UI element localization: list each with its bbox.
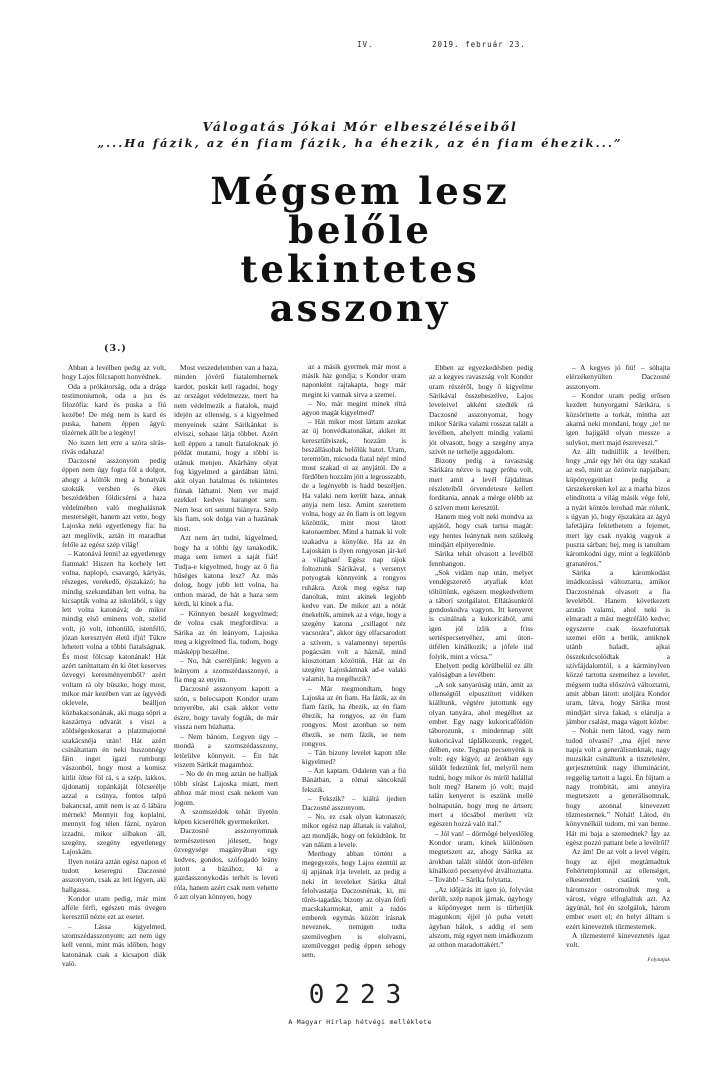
paragraph: Daczosné asszonyomnak természetesen jólesett, hogy özvegysége magányában egy kedves, gondos, szófogadó leány jutott a házához, ki a gazdasszonykodás terhét is leveti róla, hanem azért csak nem vehette ő azt olyan könnyen, hogy	[174, 826, 278, 902]
title-line: tekintetes	[240, 247, 480, 291]
part-label: (3.)	[104, 343, 127, 354]
text-column-2	[174, 363, 278, 902]
paragraph: „Sok vidám nap után, melyet vendégszerető atyafiak közt töltöttünk, egészen megkedveltem a táborí szolgálatot. Ellátásunkról gondoskodva vagyon. Itt kenyeret is csinálnak a kukoricából, ami igen jól ízlik a friss sertéspecsenyéhez, ami úton-útfélen kínálkozik; a jófele ital folyik, mint a vócsa.”	[429, 567, 533, 661]
paragraph: Ilyen notára aztán egész napon el tudott keseregni Daczosné asszonyom, csak az lett légyen, aki hallgassa.	[62, 856, 166, 894]
text-column-3	[302, 363, 406, 960]
paragraph: Azt nem árt tudni, kigyelmed, hogy ha a többi így tanakodik, maga sem ismeri a saját fiát! Tudja-e kigyelmed, hogy az ő fia hűséges katona lesz? Az más dolog, hogy jobb lett volna, ha otthon marad, de hát a haza sem kérdi, ki kinek a fia.	[174, 533, 278, 609]
paragraph: Daczosné asszonyom kapott a szón, s belecsapott Kondor uram tenyerébe, aki csak akkor vette észre, hogy tavaly fogták, de már vissza nem húzhatta.	[174, 684, 278, 732]
text-column-5	[566, 363, 670, 965]
paragraph: – Tán bizony levelet kapott tőle kigyelmed?	[302, 748, 406, 767]
paragraph: – Már megmondtam, hogy Lajoska az én fiam. Ha fázik, az én fiam fázik, ha éhezik, az én fiam éhezik, ha rongyos, az én fiam rongyos. Most azonban se nem éhezik, se nem fázik, se nem rongyos.	[302, 684, 406, 748]
title-line: asszony	[269, 286, 451, 330]
paragraph: – Katonává lenni! az egyetlenegy fiamnak! Hiszen ha korhely lett volna, naplopó, csavargó, kártyás, részeges, verekedő, éjszakázó; ha mindig szekundában lett volna, ha kicsapták volna az iskolából, s úgy lett volna katonává; de mikor mindig első eminens volt, szelíd volt, jó volt, itthonülő, istenfélő, józan keresztyén életű ifjú! Tükre lehetett volna a többi fiatalságnak. És most fölcsap katonának! Hát azért taníttattam én ki őtet keserves özvegyi keresményemből? azért voltam rá oly büszke, hogy most, mikor már kezében van az ügyvédi oklevele, beálljon közbakacsonának, aki maga söpri a kaszárnya udvarát s viszi a zöldségeskosarat a platzmajorné szakácsnéja után! Hát azért csináltattam én neki huszonnégy fáin inget ígazi rumburgi vászonból, hogy most a komisz kitlit öltse föl rá, s a szép, lakkos, újdonatúj topánkáját fölcserélje azzal a csúnya, fontos talpú bakancsal, amit nem is az ő lábára mérnek! Mennyit fog koplalni, mennyit fog télen fázni, nyáron izzadni, mikor silbakon áll, szegény, szegény egyetlenegy Lajoskám.	[62, 549, 166, 857]
paragraph: Merthogy abban történt a megegyezés, hogy Lajos ezentúl az új apjának írja leveleit, az pedig a neki írt leveleket Sárika által felolvastatja Daczosnénak, ki, mi tűrés-tagadás, bizony az olyan férfi macskakarmokat, amit a tudós emberek egymás között írásnak neveznek, nemigen tudta szeművegben is elolvasni, szeművegget pedig éppen sehogy sem.	[302, 849, 406, 959]
paragraph: Hanem meg volt neki mondva az apjától, hogy csak tartsa magát: egy hentes leánynak nem szükség mindjárt elpityerednie.	[429, 512, 533, 549]
paragraph: – Kondor uram pedig erősen kezdett hunyorgatni Sárikára, s közsörítette a torkát, mintha azt akarná neki mondani, hogy „te! ne igen hajigáld olyan messze a sulykot, mert majd észreveszi.”	[566, 390, 670, 447]
paragraph: – Nohát nem látod, vagy nem tudod olvasni? „ma éjjel neve napja volt a generálisunknak, nagy muzsikát csináltunk a tiszteletére, gerjesztettünk nagy illuminációt, reggelig tartott a lagzi. Én fújtam a nagy trombitát, ami annyira megtetszett a generálisomnak, hogy azonnal kinevezett tűzmesternek.” Nohát! Látod, én könyvnélkül tudom, mi van benne. Hát mi baja a szemednek? Így az egész pozzó pattant bele a levélről?	[566, 726, 670, 847]
paragraph: – Hát mikor most láttam azokat az új honvédkatonákat, akiket itt keresztülviszek, hozzám is beszállásoltak belőlük hatot. Uram, teremtőm, micsoda fiatal nép! mind most szakad el az anyjától. De a fürdőben hozzám jött a legrosszabb, de a legényebb is hadd beszéljen. Ha valaki nem került haza, annak anyja nem lesz. Amint szerettem volna, hogy az én fiam is ott legyen közöttük, mint most látott katonaember. Mind a hatnak ki volt szakadva a könyöke. Ha az én Lajoskám is ilyen rongyosan jár-kel a világban! Egész nap rájok foltoztunk Sárikával, s versenyt potyogtak könnyeink a rongyos ruhákra. Azok meg egész nap danoltak, mint akinek legjobb kedve van. De mikor azt a nótát énekelték, aminek az a vége, hogy a szegény katona „csillagot néz vacsorára”, akkor úgy elfacsarodott a szívem, s valamennyi tepertős pogácsám volt a háznál, mind kiosztottam közöttük. Hát az én szegény Lajoskámnak ad-e valaki valamit, ha megéhezik?	[302, 418, 406, 684]
paragraph: Most veszedelemben van a haza, minden jóvérű fiatalembernek kardot, puskát kell ragadni, hogy az országot védelmezze, mert ha nem védelmezik a fiatalok, majd idején az ellenség, s a kigyelmed menyeinek szánt Sárikánkat is elviszi, sohase látja többet. Azért kell éppen a tanult fiataloknak jó példát mutatni, hogy a többi is utánuk menjen. Akárhány olyat fog kigyelmed a gárdában látni, akit olyan hatalmas és tekintetes fiúnak láthatni. Nem ver majd ezekkel kedves harangot sem. Nem lesz ott semmi hiányra. Szép kis fiam, sok dolga van a hazának most.	[174, 363, 278, 533]
paragraph: Ebben az egyezkedésben pedig az a kegyes ravaszság volt Kondor uram részéről, hogy ő kigyelme Sárikával összebeszélve, Lajos leveleivel akként szedték rá Daczosné asszonyomat, hogy mikor Sárika valami rosszat talált a levélben, ahelyett mindig valami jót olvasott, hogy a szegény anya szívét ne terhelje aggodalom.	[429, 363, 533, 456]
paragraph: Az ám! De az volt a level végén, hogy az éjjel megtámadtuk Fehértemplomnál az ellenséget, elkeseredett csatánk volt, háromszor ostromoltuk meg a várost, végre elfoglaltuk azt. Az ágyúnál, hol én szolgálok, három ember esett el; én helyt álltam s ezért kineveztek tűzmesternek.	[566, 847, 670, 931]
paragraph: Sárika a káromkodást imádkozássá változtatta, amikor Daczosnénak olvasott a fia leveléből. Hanem következett azután valami, ahol neki is elmaradt a mást megtréfáló kedve; egyszerre csak összefutottak szemei előtt a betűk, amiknek utánb haladt, ajkai összekulcsolódtak a szívfájdalomtól, s a kárminylven közzé tartotta szemeihez a levelet, mégsem tudta előszóvá változtatni, amit abban látott: utoljára Kondor uram, látva, hogy Sárika most mindjárt sírva fakad, s elárulja a jámbor csalást, maga vágott közbe:	[566, 567, 670, 726]
paragraph: – No, hát cseréljünk: legyen a leányom a szomszédasszonyé, a fia meg az enyim.	[174, 656, 278, 684]
page-number: 0223	[308, 980, 412, 1010]
series-subtitle: Válogatás Jókai Mór elbeszéléseiből	[202, 119, 518, 134]
text-column-4	[429, 363, 533, 950]
paragraph: Az állt tudniillik a levélben, hogy „már egy hét óta úgy szakad az eső, mint az özönvíz napjaiban; köpönyegeinket pedig a társzekereken kel az a marha bízos elindította a világ másik vége felé, a nyári köntös lerohad már rólunk, s úgyan jó, hogy éjszakára az ágyú lafetájára fektethetem a fejemet, mert így csak nyakig vagyok a puszta sárban; hej, meg is tanultam káromkodni úgy, mint a legkülönb granatéros.”	[566, 446, 670, 568]
paragraph: – Jól van! – dörmögé helyeslőleg Kondor uram, kinek különösen megtetszett az, ahogy Sárika az árokban talált süldőt úton-útfélen kínálkozó pecsenyévé átváltoztatta. – Tovább! – Sárika folytatta.	[429, 828, 533, 885]
paragraph: Sárika tehát olvasott a levélből fennhangon.	[429, 549, 533, 568]
paragraph: „A sok sanyarúság után, amit az ellenségtől elpusztított vidéken kiálltunk, végtére jutottunk egy olyan tanyára, ahol megélhet az ember. Egy nagy kukoricaföldön táborozunk, s mindennap sült kukoricával táplálkozunk, reggel, délben, este. Tegnap pecsenyénk is volt: egy kígyó; az árokban egy süldőt fedeztünk fel, melyről nem tudni, hogy mikor és miről halállal holt meg? Hanem jó volt; majd talán kenyeret is eszünk mellé holnapután, hogy meg ne ártson; mert a töcsábol merített víz egészen hozzá való ital.”	[429, 679, 533, 829]
paragraph: – A kegyes jó fiú! – sóhajta elérzékenyülten Daczosné asszonyom.	[566, 363, 670, 391]
issue-date: 2019. február 23.	[432, 40, 526, 49]
paragraph: – Azt kaptam. Odalenn van a fiú Bánátban, a római sáncoknál fekszik.	[302, 767, 406, 794]
paragraph: – No, már megint minek ríttá agyon magát kigyelmed?	[302, 399, 406, 417]
supplement-footer: A Magyar Hírlap hétvégi melléklete	[288, 1018, 432, 1026]
paragraph: A tűzmesterré kineveztetés igaz volt.	[566, 931, 670, 950]
paragraph: „Az időjárás itt igen jó, folyvást derült, szép napok járnak, úgyhogy a köpönyeget nem is tűrhetjük magunkon; éjjel jó puha vetett ágyban hálok, s addig el sem alszom, míg egyet nem imádkozom az otthon maradottakért.”	[429, 884, 533, 950]
paragraph: – Lássa kigyelmed, szomszédasszonyom; azt nem úgy kell venni, mint más időben, hogy katonának csak a kicsapott diák való.	[62, 921, 166, 968]
article-title	[0, 169, 720, 330]
paragraph: – Nem bánom. Legyen úgy – mondá a szomszédasszony, letörülve könnyeit. – Én hát viszem Sárikát magamhoz.	[174, 731, 278, 770]
paragraph: A szomszédok tehát ilyetén képen kicserélték gyermekeiket.	[174, 807, 278, 826]
paragraph: Ehelyett pedig körülbelül ez állt valóságban a levélben:	[429, 661, 533, 680]
paragraph: Abban a levélben pedig az volt, hogy Lajos fölcsapott honvédnek.	[62, 363, 166, 382]
paragraph: – No de én meg aztán ne halljak több sírást Lajoska miatt, mert ahhoz már most csak nekem van jogom.	[174, 769, 278, 807]
continued-note: Folytatjuk	[647, 956, 670, 963]
text-column-1	[62, 363, 166, 968]
paragraph: – Könnyen beszél kegyelmed; de volna csak megfordítva: a Sárika az én leányom, Lajoska meg a kigyelmed fia, tudom, hogy másképp beszélne.	[174, 608, 278, 656]
paragraph: – No, ez csak olyan katonaszó; mikor egész nap állanak is valahol, azt mondják, hogy ott feküdtünk. Itt van nálam a levele.	[302, 813, 406, 849]
section-number: IV.	[357, 40, 374, 49]
title-line: Mégsem lesz	[210, 169, 510, 213]
paragraph: az a másik gyermek már most a másik ház gondja; s Kondor uram naponként rajtakapta, hogy már megint ki vannak sírva a szemei.	[302, 363, 406, 399]
paragraph: Kondor uram pedig, már mint afféle férfi, egészen más üvegen keresztül nézte ezt az esetet.	[62, 893, 166, 922]
paragraph: Bizony pedig a ravaszság Sárikára nézve is nagy próba volt, mert amit a levél fájdalmas részleteiből örvendetesre kellett fordítania, annak a mérge elébb az ő szíven ment keresztül.	[429, 456, 533, 512]
paragraph: Oda a prókátorság, oda a drága testimoniumok, oda a jus és filozófia: kard és puska a fiú kezébe! De még nem is kard és puska, hanem éppen ágyú: tüzérnek állt be a legény!	[62, 381, 166, 438]
paragraph: No iszen lett erre a szóra sírás-rívás odahaza!	[62, 437, 166, 456]
paragraph: Daczosné asszonyom pedig éppen nem úgy fogta föl a dolgot, ahogy a költők meg a honatyák szokták versben és ékes beszédekben földicsérni a haza védelmében való meghalásnak mesterségét, hanem azt vette, hogy Lajoska neki egyetlenegy fia: ha azt meglövik, aztán itt maradhat felőle az egész szép világ!	[62, 456, 166, 549]
paragraph: – Fekszik? – kiáltá ijedten Daczosné asszonyom.	[302, 794, 406, 812]
quote-subtitle: „...Ha fázik, az én fiam fázik, ha éhezik, az én fiam éhezik...”	[97, 136, 623, 150]
title-line: belőle	[288, 208, 432, 252]
